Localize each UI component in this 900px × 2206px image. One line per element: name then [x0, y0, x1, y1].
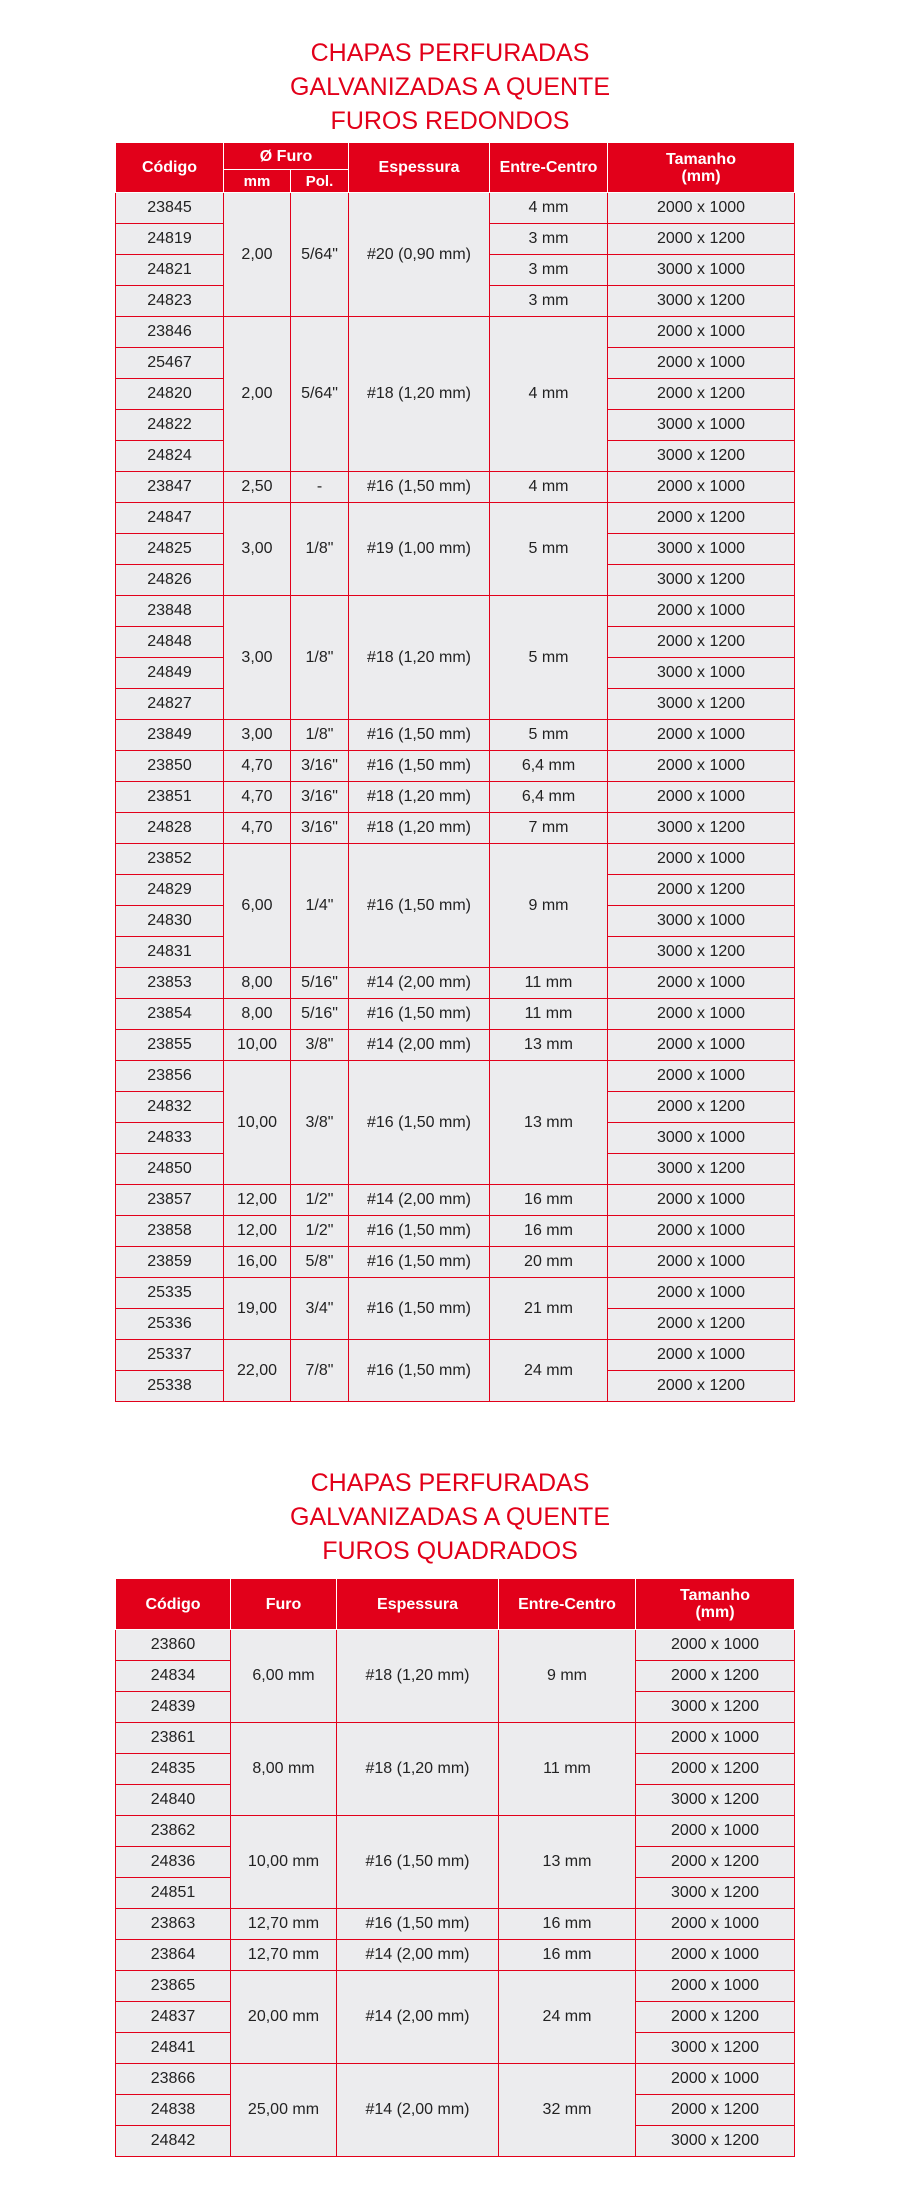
- espessura-cell: #16 (1,50 mm): [349, 999, 490, 1030]
- table-row: [116, 503, 795, 534]
- tamanho-cell: 2000 x 1200: [608, 379, 795, 410]
- tamanho-cell: 2000 x 1000: [636, 1723, 795, 1754]
- tamanho-cell: 3000 x 1200: [608, 441, 795, 472]
- furo-pol-cell: 1/4": [291, 844, 349, 968]
- header-tamanho-label: Tamanho: [680, 1587, 750, 1604]
- entre-centro-cell: 21 mm: [490, 1278, 608, 1340]
- codigo-cell: 23865: [116, 1971, 231, 2002]
- header-tamanho: [608, 143, 795, 193]
- furo-mm-cell: 3,00: [224, 596, 291, 720]
- tamanho-cell: 2000 x 1000: [608, 1278, 795, 1309]
- espessura-cell: #14 (2,00 mm): [349, 1185, 490, 1216]
- tamanho-cell: 3000 x 1000: [608, 658, 795, 689]
- espessura-cell: #16 (1,50 mm): [337, 1816, 499, 1909]
- title-line: CHAPAS PERFURADAS: [310, 1469, 590, 1497]
- furo-pol-cell: 5/16": [291, 999, 349, 1030]
- header-tamanho-label: Tamanho: [666, 150, 736, 168]
- codigo-cell: 23850: [116, 751, 224, 782]
- table-row: [116, 813, 795, 844]
- header-codigo: Código: [116, 143, 224, 193]
- furo-cell: 8,00 mm: [231, 1723, 337, 1816]
- title-line: GALVANIZADAS A QUENTE: [290, 1503, 610, 1531]
- tamanho-cell: 2000 x 1200: [608, 224, 795, 255]
- codigo-cell: 24830: [116, 906, 224, 937]
- espessura-cell: #14 (2,00 mm): [337, 1971, 499, 2064]
- tamanho-cell: 2000 x 1200: [608, 627, 795, 658]
- tamanho-cell: 2000 x 1200: [608, 1371, 795, 1402]
- table-row: [116, 720, 795, 751]
- espessura-cell: #14 (2,00 mm): [337, 1940, 499, 1971]
- codigo-cell: 24851: [116, 1878, 231, 1909]
- codigo-cell: 24847: [116, 503, 224, 534]
- furo-pol-cell: 1/8": [291, 596, 349, 720]
- table-row: [116, 751, 795, 782]
- furo-mm-cell: 8,00: [224, 968, 291, 999]
- furo-mm-cell: 4,70: [224, 813, 291, 844]
- tamanho-cell: 3000 x 1000: [608, 1123, 795, 1154]
- furo-pol-cell: 5/16": [291, 968, 349, 999]
- furo-mm-cell: 10,00: [224, 1030, 291, 1061]
- furo-pol-cell: 1/2": [291, 1216, 349, 1247]
- codigo-cell: 24837: [116, 2002, 231, 2033]
- header-espessura: Espessura: [337, 1579, 499, 1630]
- tamanho-cell: 2000 x 1000: [636, 1909, 795, 1940]
- tamanho-cell: 2000 x 1000: [608, 1185, 795, 1216]
- header-espessura: Espessura: [349, 143, 490, 193]
- square-holes-title: [0, 1466, 900, 1568]
- espessura-cell: #14 (2,00 mm): [337, 2064, 499, 2157]
- codigo-cell: 24840: [116, 1785, 231, 1816]
- tamanho-cell: 2000 x 1000: [608, 999, 795, 1030]
- tamanho-cell: 2000 x 1200: [636, 1754, 795, 1785]
- codigo-cell: 24833: [116, 1123, 224, 1154]
- header-furo-mm: mm: [224, 170, 291, 193]
- furo-mm-cell: 2,00: [224, 317, 291, 472]
- tamanho-cell: 3000 x 1200: [608, 813, 795, 844]
- furo-mm-cell: 3,00: [224, 720, 291, 751]
- espessura-cell: #16 (1,50 mm): [337, 1909, 499, 1940]
- codigo-cell: 24825: [116, 534, 224, 565]
- title-line: GALVANIZADAS A QUENTE: [290, 73, 610, 101]
- tamanho-cell: 3000 x 1200: [636, 1785, 795, 1816]
- furo-pol-cell: 7/8": [291, 1340, 349, 1402]
- entre-centro-cell: 9 mm: [490, 844, 608, 968]
- codigo-cell: 24826: [116, 565, 224, 596]
- table-row: [116, 1723, 795, 1754]
- tamanho-cell: 2000 x 1000: [608, 720, 795, 751]
- tamanho-cell: 2000 x 1200: [608, 1092, 795, 1123]
- codigo-cell: 24836: [116, 1847, 231, 1878]
- tamanho-cell: 2000 x 1000: [608, 1030, 795, 1061]
- furo-mm-cell: 16,00: [224, 1247, 291, 1278]
- entre-centro-cell: 16 mm: [490, 1216, 608, 1247]
- table-row: [116, 1061, 795, 1092]
- codigo-cell: 25338: [116, 1371, 224, 1402]
- tamanho-cell: 3000 x 1200: [608, 689, 795, 720]
- table-row: [116, 1630, 795, 1661]
- table-row: [116, 1247, 795, 1278]
- title-line: FUROS QUADRADOS: [322, 1537, 578, 1565]
- tamanho-cell: 3000 x 1200: [636, 2126, 795, 2157]
- codigo-cell: 23857: [116, 1185, 224, 1216]
- codigo-cell: 23859: [116, 1247, 224, 1278]
- table-row: [116, 1216, 795, 1247]
- codigo-cell: 23846: [116, 317, 224, 348]
- entre-centro-cell: 5 mm: [490, 720, 608, 751]
- tamanho-cell: 2000 x 1000: [608, 193, 795, 224]
- furo-mm-cell: 6,00: [224, 844, 291, 968]
- codigo-cell: 23848: [116, 596, 224, 627]
- espessura-cell: #20 (0,90 mm): [349, 193, 490, 317]
- espessura-cell: #14 (2,00 mm): [349, 968, 490, 999]
- furo-mm-cell: 22,00: [224, 1340, 291, 1402]
- codigo-cell: 24838: [116, 2095, 231, 2126]
- furo-mm-cell: 2,00: [224, 193, 291, 317]
- tamanho-cell: 2000 x 1200: [608, 503, 795, 534]
- espessura-cell: #16 (1,50 mm): [349, 472, 490, 503]
- tamanho-cell: 2000 x 1000: [608, 751, 795, 782]
- entre-centro-cell: 9 mm: [499, 1630, 636, 1723]
- espessura-cell: #16 (1,50 mm): [349, 1278, 490, 1340]
- codigo-cell: 25467: [116, 348, 224, 379]
- tamanho-cell: 2000 x 1200: [608, 875, 795, 906]
- tamanho-cell: 2000 x 1000: [608, 317, 795, 348]
- entre-centro-cell: 13 mm: [499, 1816, 636, 1909]
- furo-mm-cell: 12,00: [224, 1216, 291, 1247]
- codigo-cell: 25337: [116, 1340, 224, 1371]
- tamanho-cell: 2000 x 1000: [608, 472, 795, 503]
- codigo-cell: 23862: [116, 1816, 231, 1847]
- furo-pol-cell: 1/8": [291, 503, 349, 596]
- codigo-cell: 24834: [116, 1661, 231, 1692]
- furo-pol-cell: 3/8": [291, 1061, 349, 1185]
- codigo-cell: 23861: [116, 1723, 231, 1754]
- codigo-cell: 23847: [116, 472, 224, 503]
- entre-centro-cell: 13 mm: [490, 1030, 608, 1061]
- espessura-cell: #16 (1,50 mm): [349, 1247, 490, 1278]
- furo-pol-cell: 3/16": [291, 751, 349, 782]
- codigo-cell: 24828: [116, 813, 224, 844]
- entre-centro-cell: 5 mm: [490, 596, 608, 720]
- furo-pol-cell: 3/8": [291, 1030, 349, 1061]
- table-row: [116, 1278, 795, 1309]
- furo-mm-cell: 3,00: [224, 503, 291, 596]
- table-row: [116, 844, 795, 875]
- tamanho-cell: 2000 x 1000: [608, 1216, 795, 1247]
- codigo-cell: 25335: [116, 1278, 224, 1309]
- espessura-cell: #18 (1,20 mm): [349, 596, 490, 720]
- tamanho-cell: 2000 x 1000: [636, 1816, 795, 1847]
- furo-mm-cell: 12,00: [224, 1185, 291, 1216]
- codigo-cell: 24823: [116, 286, 224, 317]
- header-tamanho-unit: (mm): [681, 167, 721, 185]
- furo-cell: 12,70 mm: [231, 1940, 337, 1971]
- tamanho-cell: 3000 x 1200: [608, 565, 795, 596]
- furo-pol-cell: 5/64": [291, 317, 349, 472]
- codigo-cell: 24835: [116, 1754, 231, 1785]
- tamanho-cell: 2000 x 1000: [608, 1340, 795, 1371]
- codigo-cell: 23866: [116, 2064, 231, 2095]
- furo-mm-cell: 10,00: [224, 1061, 291, 1185]
- tamanho-cell: 2000 x 1000: [608, 968, 795, 999]
- tamanho-cell: 3000 x 1200: [636, 1692, 795, 1723]
- entre-centro-cell: 5 mm: [490, 503, 608, 596]
- furo-cell: 20,00 mm: [231, 1971, 337, 2064]
- header-entre-centro: Entre-Centro: [499, 1579, 636, 1630]
- entre-centro-cell: 16 mm: [499, 1940, 636, 1971]
- tamanho-cell: 2000 x 1000: [608, 844, 795, 875]
- tamanho-cell: 3000 x 1000: [608, 255, 795, 286]
- header-tamanho-unit: (mm): [695, 1604, 735, 1621]
- codigo-cell: 24839: [116, 1692, 231, 1723]
- square-holes-table: [115, 1578, 795, 2157]
- entre-centro-cell: 7 mm: [490, 813, 608, 844]
- table-row: [116, 2064, 795, 2095]
- tamanho-cell: 2000 x 1000: [608, 596, 795, 627]
- entre-centro-cell: 3 mm: [490, 255, 608, 286]
- tamanho-cell: 3000 x 1000: [608, 906, 795, 937]
- tamanho-cell: 2000 x 1200: [636, 2002, 795, 2033]
- espessura-cell: #16 (1,50 mm): [349, 720, 490, 751]
- header-furo: Furo: [231, 1579, 337, 1630]
- codigo-cell: 24848: [116, 627, 224, 658]
- codigo-cell: 23864: [116, 1940, 231, 1971]
- entre-centro-cell: 4 mm: [490, 193, 608, 224]
- furo-pol-cell: 3/16": [291, 813, 349, 844]
- table-row: [116, 1340, 795, 1371]
- header-tamanho: [636, 1579, 795, 1630]
- entre-centro-cell: 4 mm: [490, 317, 608, 472]
- entre-centro-cell: 11 mm: [490, 999, 608, 1030]
- espessura-cell: #18 (1,20 mm): [337, 1723, 499, 1816]
- tamanho-cell: 2000 x 1000: [636, 1630, 795, 1661]
- codigo-cell: 23863: [116, 1909, 231, 1940]
- header-furo: Ø Furo: [224, 143, 349, 170]
- round-holes-table: [115, 142, 795, 1402]
- tamanho-cell: 3000 x 1000: [608, 410, 795, 441]
- furo-cell: 12,70 mm: [231, 1909, 337, 1940]
- espessura-cell: #14 (2,00 mm): [349, 1030, 490, 1061]
- table-row: [116, 596, 795, 627]
- furo-pol-cell: 1/2": [291, 1185, 349, 1216]
- espessura-cell: #18 (1,20 mm): [349, 317, 490, 472]
- codigo-cell: 23853: [116, 968, 224, 999]
- entre-centro-cell: 16 mm: [490, 1185, 608, 1216]
- codigo-cell: 23856: [116, 1061, 224, 1092]
- entre-centro-cell: 3 mm: [490, 224, 608, 255]
- table-row: [116, 1030, 795, 1061]
- entre-centro-cell: 13 mm: [490, 1061, 608, 1185]
- tamanho-cell: 2000 x 1200: [636, 1661, 795, 1692]
- espessura-cell: #16 (1,50 mm): [349, 844, 490, 968]
- tamanho-cell: 3000 x 1200: [636, 2033, 795, 2064]
- tamanho-cell: 2000 x 1200: [608, 1309, 795, 1340]
- espessura-cell: #16 (1,50 mm): [349, 1340, 490, 1402]
- tamanho-cell: 2000 x 1000: [608, 1247, 795, 1278]
- header-entre-centro: Entre-Centro: [490, 143, 608, 193]
- codigo-cell: 24819: [116, 224, 224, 255]
- table-row: [116, 782, 795, 813]
- table-row: [116, 1185, 795, 1216]
- codigo-cell: 24831: [116, 937, 224, 968]
- codigo-cell: 24850: [116, 1154, 224, 1185]
- codigo-cell: 24827: [116, 689, 224, 720]
- tamanho-cell: 3000 x 1200: [608, 1154, 795, 1185]
- entre-centro-cell: 24 mm: [499, 1971, 636, 2064]
- codigo-cell: 23854: [116, 999, 224, 1030]
- tamanho-cell: 2000 x 1200: [636, 1847, 795, 1878]
- entre-centro-cell: 24 mm: [490, 1340, 608, 1402]
- codigo-cell: 24832: [116, 1092, 224, 1123]
- furo-pol-cell: 1/8": [291, 720, 349, 751]
- title-line: CHAPAS PERFURADAS: [310, 39, 590, 67]
- table-row: [116, 1909, 795, 1940]
- table-row: [116, 317, 795, 348]
- espessura-cell: #16 (1,50 mm): [349, 1061, 490, 1185]
- tamanho-cell: 2000 x 1000: [608, 782, 795, 813]
- table-row: [116, 1940, 795, 1971]
- espessura-cell: #18 (1,20 mm): [349, 813, 490, 844]
- codigo-cell: 23852: [116, 844, 224, 875]
- furo-pol-cell: 5/64": [291, 193, 349, 317]
- tamanho-cell: 2000 x 1000: [636, 2064, 795, 2095]
- codigo-cell: 24841: [116, 2033, 231, 2064]
- furo-cell: 10,00 mm: [231, 1816, 337, 1909]
- codigo-cell: 23860: [116, 1630, 231, 1661]
- tamanho-cell: 2000 x 1200: [636, 2095, 795, 2126]
- furo-cell: 6,00 mm: [231, 1630, 337, 1723]
- furo-cell: 25,00 mm: [231, 2064, 337, 2157]
- table-row: [116, 968, 795, 999]
- entre-centro-cell: 11 mm: [499, 1723, 636, 1816]
- furo-mm-cell: 4,70: [224, 751, 291, 782]
- furo-mm-cell: 2,50: [224, 472, 291, 503]
- entre-centro-cell: 3 mm: [490, 286, 608, 317]
- furo-mm-cell: 4,70: [224, 782, 291, 813]
- tamanho-cell: 2000 x 1000: [608, 348, 795, 379]
- tamanho-cell: 3000 x 1200: [608, 937, 795, 968]
- entre-centro-cell: 6,4 mm: [490, 782, 608, 813]
- tamanho-cell: 2000 x 1000: [608, 1061, 795, 1092]
- entre-centro-cell: 20 mm: [490, 1247, 608, 1278]
- espessura-cell: #16 (1,50 mm): [349, 1216, 490, 1247]
- furo-pol-cell: -: [291, 472, 349, 503]
- table-row: [116, 472, 795, 503]
- tamanho-cell: 3000 x 1200: [608, 286, 795, 317]
- espessura-cell: #19 (1,00 mm): [349, 503, 490, 596]
- header-codigo: Código: [116, 1579, 231, 1630]
- espessura-cell: #16 (1,50 mm): [349, 751, 490, 782]
- codigo-cell: 24829: [116, 875, 224, 906]
- codigo-cell: 23845: [116, 193, 224, 224]
- codigo-cell: 24820: [116, 379, 224, 410]
- codigo-cell: 23855: [116, 1030, 224, 1061]
- entre-centro-cell: 16 mm: [499, 1909, 636, 1940]
- codigo-cell: 23851: [116, 782, 224, 813]
- furo-mm-cell: 19,00: [224, 1278, 291, 1340]
- tamanho-cell: 3000 x 1000: [608, 534, 795, 565]
- codigo-cell: 24821: [116, 255, 224, 286]
- furo-pol-cell: 3/4": [291, 1278, 349, 1340]
- entre-centro-cell: 6,4 mm: [490, 751, 608, 782]
- round-holes-title: [0, 36, 900, 138]
- table-row: [116, 193, 795, 224]
- furo-pol-cell: 5/8": [291, 1247, 349, 1278]
- codigo-cell: 23849: [116, 720, 224, 751]
- table-row: [116, 999, 795, 1030]
- espessura-cell: #18 (1,20 mm): [349, 782, 490, 813]
- table-row: [116, 1816, 795, 1847]
- codigo-cell: 24824: [116, 441, 224, 472]
- tamanho-cell: 3000 x 1200: [636, 1878, 795, 1909]
- table-row: [116, 1971, 795, 2002]
- codigo-cell: 25336: [116, 1309, 224, 1340]
- tamanho-cell: 2000 x 1000: [636, 1940, 795, 1971]
- title-line: FUROS REDONDOS: [330, 107, 570, 135]
- entre-centro-cell: 11 mm: [490, 968, 608, 999]
- furo-mm-cell: 8,00: [224, 999, 291, 1030]
- entre-centro-cell: 4 mm: [490, 472, 608, 503]
- codigo-cell: 24822: [116, 410, 224, 441]
- codigo-cell: 23858: [116, 1216, 224, 1247]
- entre-centro-cell: 32 mm: [499, 2064, 636, 2157]
- codigo-cell: 24842: [116, 2126, 231, 2157]
- codigo-cell: 24849: [116, 658, 224, 689]
- tamanho-cell: 2000 x 1000: [636, 1971, 795, 2002]
- espessura-cell: #18 (1,20 mm): [337, 1630, 499, 1723]
- header-furo-pol: Pol.: [291, 170, 349, 193]
- furo-pol-cell: 3/16": [291, 782, 349, 813]
